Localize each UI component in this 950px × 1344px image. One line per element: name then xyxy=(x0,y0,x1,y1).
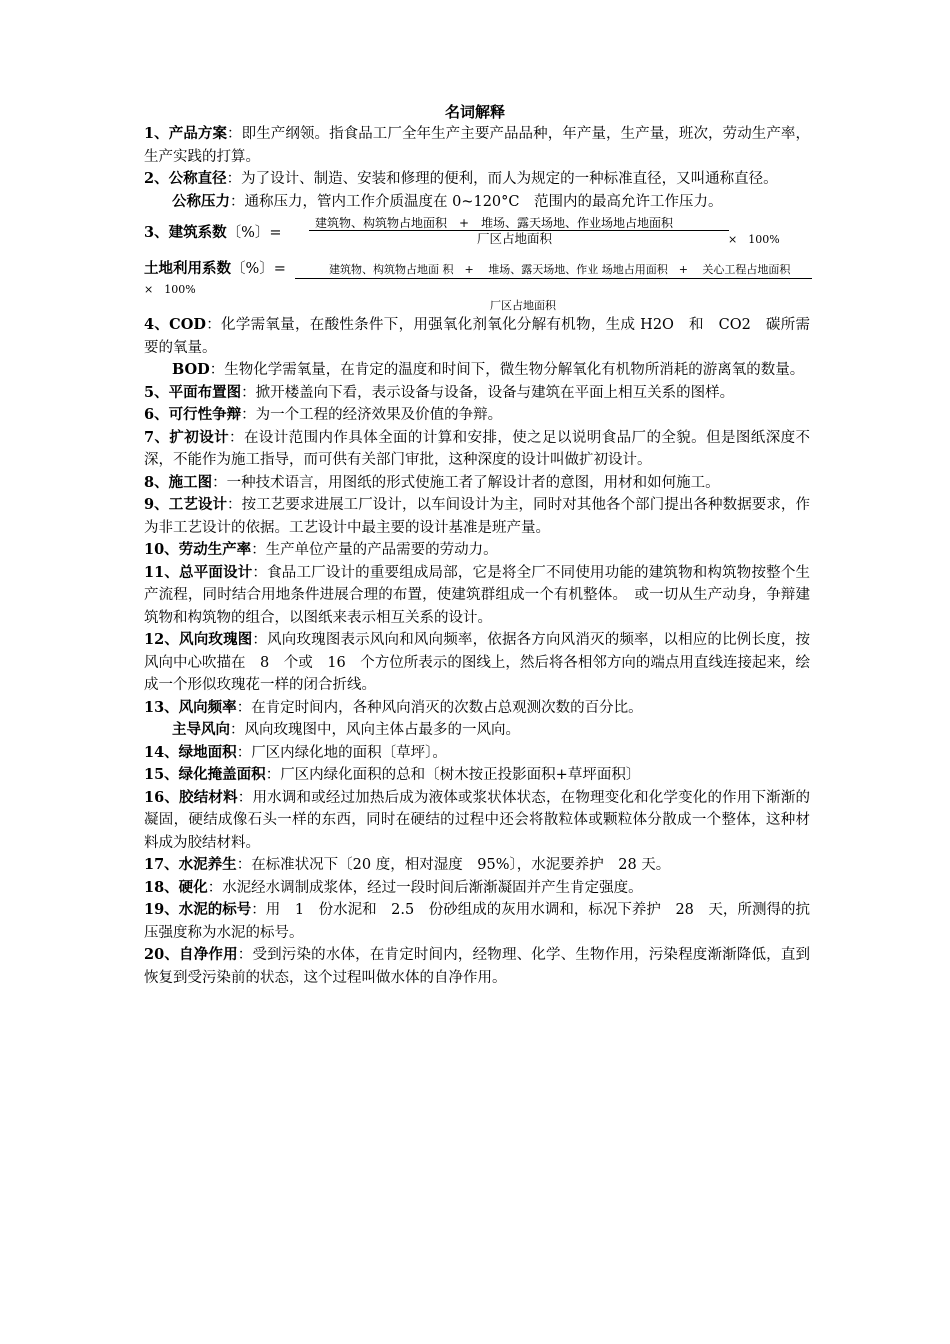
entry-2 xyxy=(144,168,810,191)
entry-sep: ： xyxy=(227,497,242,513)
entry-sep: ： xyxy=(251,902,266,918)
entry-13b xyxy=(144,719,810,742)
entry-text: 风向玫瑰图表示风向和风向频率，依据各方向风消灭的频率，以相应的比例长度，按风向中心吹描在 8 个或 16 个方位所表示的图线上，然后将各相邻方向的端点用直线连接起来，绘成一个形似玫瑰花一样的闭合折线。 xyxy=(144,632,810,693)
entry-sep: ： xyxy=(227,126,242,142)
entry-term: 6、可行性争辩 xyxy=(144,406,242,423)
entry-sep: ： xyxy=(226,171,242,187)
entry-term: 13、风向频率 xyxy=(144,698,237,716)
entry-term: 16、胶结材料 xyxy=(144,788,238,806)
entry-sep: ： xyxy=(236,699,252,716)
entry-term: 20、自净作用 xyxy=(144,946,238,963)
entry-sep: ： xyxy=(251,542,266,558)
entry-text: 用水调和或经过加热后成为液体或浆状体状态，在物理变化和化学变化的作用下渐渐的凝固，硬结成像石头一样的东西，同时在硬结的过程中还会将散粒体或颗粒体分散成一个整体，这种材料成为胶结材料。 xyxy=(144,789,811,851)
entry-7 xyxy=(144,427,810,472)
formula-denominator: 厂区占地面积 xyxy=(490,299,556,312)
formula-denominator: 厂区占地面积 xyxy=(477,231,553,246)
entry-term: 9、工艺设计 xyxy=(144,496,228,513)
entry-term: 17、水泥养生 xyxy=(144,856,237,873)
entry-sep: ： xyxy=(237,789,253,806)
entry-term: 7、扩初设计 xyxy=(144,428,230,446)
entry-15 xyxy=(144,764,810,787)
entry-19 xyxy=(144,899,810,944)
entry-term: 4、COD xyxy=(144,316,206,333)
formula-numerator: 建筑物、构筑物占地面积 + 堆场、露天场地、作业场地占地面积 xyxy=(315,216,674,230)
entry-18 xyxy=(144,877,810,900)
entry-text: 在标准状况下〔20 度，相对湿度 95%〕，水泥要养护 28 天。 xyxy=(251,857,671,873)
entry-sep: ： xyxy=(237,947,253,963)
entry-9 xyxy=(144,494,810,539)
entry-16 xyxy=(144,787,810,855)
entry-term: 公称压力 xyxy=(172,192,230,210)
entry-sep: ： xyxy=(209,362,225,378)
entry-text: 厂区内绿化面积的总和〔树木按正投影面积+草坪面积〕 xyxy=(280,767,641,783)
entry-4b xyxy=(144,359,810,382)
formula-lhs xyxy=(144,258,286,281)
entry-sep: ： xyxy=(241,407,256,423)
entry-17 xyxy=(144,854,810,877)
entry-term: 1、产品方案 xyxy=(144,125,228,142)
entry-sep: ： xyxy=(236,857,252,873)
entry-term: 14、绿地面积 xyxy=(144,743,237,761)
entry-text: 生物化学需氧量，在肯定的温度和时间下，微生物分解氧化有机物所消耗的游离氧的数量。 xyxy=(224,362,805,378)
entry-sep: ： xyxy=(205,317,222,333)
entry-text: 厂区内绿化地的面积〔草坪〕。 xyxy=(251,744,447,761)
entry-text: 用 1 份水泥和 2.5 份砂组成的灰用水调和，标况下养护 28 天，所测得的抗压强度称为水泥的标号。 xyxy=(144,902,811,941)
formula-multiplier: × 100% xyxy=(144,283,196,296)
entry-text: 在设计范围内作具体全面的计算和安排，使之足以说明食品厂的全貌。但是图纸深度不深，不能作为施工指导，而可供有关部门审批，这种深度的设计叫做扩初设计。 xyxy=(144,429,811,468)
entry-term: 11、总平面设计 xyxy=(144,563,253,581)
entry-term: BOD xyxy=(172,361,210,378)
entry-text: 受到污染的水体，在肯定时间内，经物理、化学、生物作用，污染程度渐渐降低，直到恢复到受污染前的状态，这个过程叫做水体的自净作用。 xyxy=(144,947,811,986)
entry-sep: ： xyxy=(252,632,268,648)
formula-land-utilization xyxy=(144,258,810,314)
entry-text: 食品工厂设计的重要组成局部，它是将全厂不同使用功能的建筑物和构筑物按整个生产流程，同时结合用地条件进展合理的布置，使建筑群组成一个有机整体。 或一切从生产动身，争辩建筑物和构筑物的组合，以图纸来表示相互关系的设计。 xyxy=(144,564,810,626)
entry-text: 按工艺要求进展工厂设计，以车间设计为主，同时对其他各个部门提出各种数据要求，作为非工艺设计的依据。工艺设计中最主要的设计基准是班产量。 xyxy=(144,497,810,536)
entry-term: 12、风向玫瑰图 xyxy=(144,631,253,648)
entry-11 xyxy=(144,562,810,630)
entry-12 xyxy=(144,629,810,697)
entry-term: 18、硬化 xyxy=(144,878,208,896)
entry-13 xyxy=(144,697,810,720)
formula-lhs xyxy=(144,222,282,245)
formula-numerator: 建筑物、构筑物占地面 积 + 堆场、露天场地、作业 场地占用面积 + 关心工程占地面积 xyxy=(329,263,791,276)
entry-text: 为了设计、制造、安装和修理的便利，而人为规定的一种标准直径，又叫通称直径。 xyxy=(241,171,778,187)
formula-label: 3、建筑系数 xyxy=(144,224,227,241)
formula-unit: 〔%〕= xyxy=(226,225,282,241)
entry-term: 8、施工图 xyxy=(144,473,213,491)
entry-sep: ： xyxy=(207,879,223,896)
document-body xyxy=(144,123,810,989)
entry-term: 2、公称直径 xyxy=(144,170,227,187)
fraction-bar xyxy=(295,278,812,279)
entry-text: 一种技术语言，用图纸的形式使施工者了解设计者的意图，用材和如何施工。 xyxy=(226,474,720,491)
entry-term: 19、水泥的标号 xyxy=(144,901,252,918)
entry-term: 5、平面布置图 xyxy=(144,383,242,401)
entry-sep: ： xyxy=(230,193,245,210)
entry-term: 15、绿化掩盖面积 xyxy=(144,766,266,783)
entry-sep: ： xyxy=(236,744,252,761)
page-title: 名词解释 xyxy=(444,103,505,121)
entry-text: 风向玫瑰图中，风向主体占最多的一风向。 xyxy=(244,722,520,738)
entry-term: 主导风向 xyxy=(172,721,230,738)
entry-8 xyxy=(144,472,810,495)
entry-14 xyxy=(144,742,810,765)
entry-term: 10、劳动生产率 xyxy=(144,541,252,558)
formula-unit: 〔%〕= xyxy=(231,261,286,277)
formula-building-coefficient xyxy=(144,216,810,258)
entry-text: 生产单位产量的产品需要的劳动力。 xyxy=(265,542,498,558)
entry-20 xyxy=(144,944,810,989)
entry-text: 化学需氧量，在酸性条件下，用强氧化剂氧化分解有机物，生成 H2O 和 CO2 碳所需要的氧量。 xyxy=(144,317,811,356)
entry-sep: ： xyxy=(265,767,281,783)
formula-label: 土地利用系数 xyxy=(144,260,231,277)
entry-2b xyxy=(144,191,810,214)
entry-sep: ： xyxy=(230,722,245,738)
entry-sep: ： xyxy=(241,384,256,401)
entry-1 xyxy=(144,123,810,168)
entry-sep: ： xyxy=(229,429,244,446)
entry-4 xyxy=(144,314,810,359)
entry-text: 即生产纲领。指食品工厂全年生产主要产品品种，年产量，生产量，班次，劳动生产率，生产实践的打算。 xyxy=(144,126,810,165)
entry-6 xyxy=(144,404,810,427)
entry-10 xyxy=(144,539,810,562)
entry-sep: ： xyxy=(212,474,227,491)
formula-multiplier: × 100% xyxy=(728,233,780,246)
entry-5 xyxy=(144,382,810,405)
entry-text: 为一个工程的经济效果及价值的争辩。 xyxy=(255,407,503,423)
entry-text: 在肯定时间内，各种风向消灭的次数占总观测次数的百分比。 xyxy=(251,699,643,716)
entry-text: 通称压力，管内工作介质温度在 0~120°C 范围内的最高允许工作压力。 xyxy=(244,193,723,210)
entry-sep: ： xyxy=(252,564,268,581)
entry-text: 水泥经水调制成浆体，经过一段时间后渐渐凝固并产生肯定强度。 xyxy=(222,879,643,896)
entry-text: 掀开楼盖向下看，表示设备与设备，设备与建筑在平面上相互关系的图样。 xyxy=(255,384,735,401)
